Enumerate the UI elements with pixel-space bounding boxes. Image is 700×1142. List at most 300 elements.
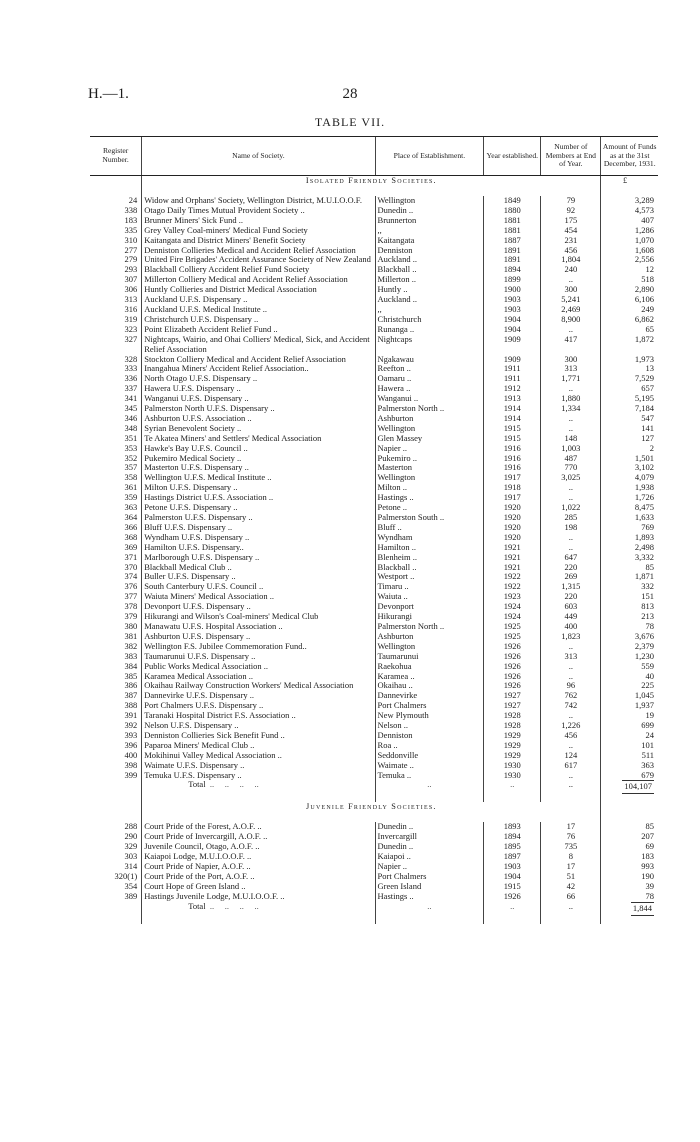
col-year: Year established. xyxy=(484,137,541,176)
funds-amount: 518 xyxy=(601,275,658,285)
total-row-juvenile: Total .. .. .. .. .. .. .. 1,844 xyxy=(90,902,658,924)
place-of-establishment: Waiuta .. xyxy=(375,592,484,602)
register-number: 357 xyxy=(124,463,138,473)
member-count: 300 xyxy=(541,285,601,295)
table-row xyxy=(90,463,658,473)
society-name: Hamilton U.F.S. Dispensary.. xyxy=(142,543,375,553)
society-name: Blackball Medical Club .. xyxy=(142,563,375,573)
year-established: 1899 xyxy=(484,275,541,285)
col-members: Number of Members at End of Year. xyxy=(541,137,601,176)
society-name: Waiuta Miners' Medical Association .. xyxy=(142,592,375,602)
year-established: 1904 xyxy=(484,315,541,325)
member-count: 285 xyxy=(541,513,601,523)
register-number: 183 xyxy=(124,215,138,225)
place-of-establishment: Hastings .. xyxy=(375,493,484,503)
register-number: 329 xyxy=(124,842,138,852)
place-of-establishment: Dannevirke xyxy=(375,691,484,701)
member-count: .. xyxy=(541,642,601,652)
currency-symbol: £ xyxy=(601,176,658,197)
col-funds: Amount of Funds as at the 31st December, 1931. xyxy=(601,137,658,176)
year-established: 1929 xyxy=(484,731,541,741)
funds-amount: 65 xyxy=(601,325,658,335)
register-number: 358 xyxy=(124,473,138,483)
member-count: .. xyxy=(541,325,601,335)
society-name: Hikurangi and Wilson's Coal-miners' Medical Club xyxy=(142,612,375,622)
register-number: 369 xyxy=(124,542,138,552)
table-row xyxy=(90,473,658,483)
register-number: 288 xyxy=(124,822,138,832)
member-count: 770 xyxy=(541,463,601,473)
register-number: 354 xyxy=(124,881,138,891)
year-established: 1891 xyxy=(484,255,541,265)
year-established: 1921 xyxy=(484,553,541,563)
place-of-establishment: New Plymouth xyxy=(375,711,484,721)
isolated-section xyxy=(90,176,658,781)
place-of-establishment: Hawera .. xyxy=(375,384,484,394)
place-of-establishment: Kaitangata xyxy=(375,236,484,246)
member-count: 1,226 xyxy=(541,721,601,731)
society-name: Grey Valley Coal-miners' Medical Fund Society xyxy=(142,226,375,236)
year-established: 1915 xyxy=(484,424,541,434)
place-of-establishment: Denniston xyxy=(375,246,484,256)
table-row xyxy=(90,206,658,216)
register-number: 345 xyxy=(124,404,138,414)
place-of-establishment: Blackball .. xyxy=(375,265,484,275)
table-row xyxy=(90,355,658,365)
table-row xyxy=(90,612,658,622)
table-row xyxy=(90,572,658,582)
society-name: Syrian Benevolent Society .. xyxy=(142,424,375,434)
year-established: 1915 xyxy=(484,882,541,892)
place-of-establishment: Hikurangi xyxy=(375,612,484,622)
register-number: 348 xyxy=(124,423,138,433)
year-established: 1925 xyxy=(484,632,541,642)
member-count: 175 xyxy=(541,216,601,226)
member-count: .. xyxy=(541,741,601,751)
table-row xyxy=(90,364,658,374)
member-count: .. xyxy=(541,414,601,424)
place-of-establishment: Auckland .. xyxy=(375,295,484,305)
member-count: 456 xyxy=(541,731,601,741)
member-count: 603 xyxy=(541,602,601,612)
funds-amount: 225 xyxy=(601,681,658,691)
place-of-establishment: Denniston xyxy=(375,731,484,741)
society-name: Ashburton U.F.S. Association .. xyxy=(142,414,375,424)
funds-amount: 407 xyxy=(601,216,658,226)
funds-amount: 2,379 xyxy=(601,642,658,652)
society-name: Devonport U.F.S. Dispensary .. xyxy=(142,602,375,612)
funds-amount: 1,893 xyxy=(601,533,658,543)
society-name: Hastings District U.F.S. Association .. xyxy=(142,493,375,503)
year-established: 1894 xyxy=(484,265,541,275)
member-count: 124 xyxy=(541,751,601,761)
funds-amount: 24 xyxy=(601,731,658,741)
table-row xyxy=(90,285,658,295)
year-established: 1916 xyxy=(484,444,541,454)
table-row xyxy=(90,652,658,662)
society-name: Court Hope of Green Island .. xyxy=(142,882,375,892)
table-row xyxy=(90,404,658,414)
register-number: 379 xyxy=(124,612,138,622)
member-count: 1,771 xyxy=(541,374,601,384)
register-number: 378 xyxy=(124,602,138,612)
funds-amount: 1,937 xyxy=(601,701,658,711)
year-established: 1930 xyxy=(484,761,541,771)
year-established: 1894 xyxy=(484,832,541,842)
place-of-establishment: Ngakawau xyxy=(375,355,484,365)
place-of-establishment: Napier .. xyxy=(375,444,484,454)
place-of-establishment: Devonport xyxy=(375,602,484,612)
member-count: 148 xyxy=(541,434,601,444)
register-number: 352 xyxy=(124,453,138,463)
table-row xyxy=(90,434,658,444)
year-established: 1881 xyxy=(484,216,541,226)
table-row xyxy=(90,493,658,503)
register-number: 387 xyxy=(124,691,138,701)
society-name: Blackball Colliery Accident Relief Fund Society xyxy=(142,265,375,275)
table-row xyxy=(90,892,658,902)
year-established: 1928 xyxy=(484,721,541,731)
page-number: 28 xyxy=(342,86,358,102)
year-established: 1920 xyxy=(484,513,541,523)
table-row xyxy=(90,662,658,672)
table-row xyxy=(90,513,658,523)
funds-amount: 141 xyxy=(601,424,658,434)
society-name: Wanganui U.F.S. Dispensary .. xyxy=(142,394,375,404)
funds-amount: 190 xyxy=(601,872,658,882)
funds-amount: 657 xyxy=(601,384,658,394)
register-number: 398 xyxy=(124,760,138,770)
place-of-establishment: Millerton .. xyxy=(375,275,484,285)
register-number: 307 xyxy=(124,275,138,285)
table-row xyxy=(90,681,658,691)
member-count: 231 xyxy=(541,236,601,246)
table-row xyxy=(90,751,658,761)
table-row xyxy=(90,533,658,543)
register-number: 341 xyxy=(124,394,138,404)
member-count: 1,315 xyxy=(541,582,601,592)
place-of-establishment: Wellington xyxy=(375,473,484,483)
society-name: Taranaki Hospital District F.S. Association .. xyxy=(142,711,375,721)
table-row xyxy=(90,771,658,781)
member-count: 617 xyxy=(541,761,601,771)
year-established: 1913 xyxy=(484,394,541,404)
table-row xyxy=(90,642,658,652)
table-row xyxy=(90,741,658,751)
society-name: Masterton U.F.S. Dispensary .. xyxy=(142,463,375,473)
society-name: Otago Daily Times Mutual Provident Society .. xyxy=(142,206,375,216)
society-name: Court Pride of the Port, A.O.F. .. xyxy=(142,872,375,882)
table-row xyxy=(90,602,658,612)
section-heading-row xyxy=(90,176,658,197)
member-count: 51 xyxy=(541,872,601,882)
member-count: 220 xyxy=(541,563,601,573)
table-row xyxy=(90,852,658,862)
member-count: .. xyxy=(541,533,601,543)
place-of-establishment: Oamaru .. xyxy=(375,374,484,384)
society-name: Millerton Colliery Medical and Accident Relief Association xyxy=(142,275,375,285)
place-of-establishment: Karamea .. xyxy=(375,672,484,682)
funds-amount: 1,286 xyxy=(601,226,658,236)
funds-amount: 78 xyxy=(601,622,658,632)
funds-amount: 3,332 xyxy=(601,553,658,563)
funds-amount: 7,529 xyxy=(601,374,658,384)
society-name: Denniston Collieries Medical and Accident Relief Association xyxy=(142,246,375,256)
register-number: 313 xyxy=(124,295,138,305)
member-count: .. xyxy=(541,483,601,493)
place-of-establishment: Invercargill xyxy=(375,832,484,842)
place-of-establishment: Napier .. xyxy=(375,862,484,872)
place-of-establishment: Wanganui .. xyxy=(375,394,484,404)
juvenile-total-section xyxy=(90,902,658,924)
year-established: 1914 xyxy=(484,404,541,414)
society-name: Hastings Juvenile Lodge, M.U.I.O.O.F. .. xyxy=(142,892,375,902)
society-name: Hawke's Bay U.F.S. Council .. xyxy=(142,444,375,454)
place-of-establishment: Petone .. xyxy=(375,503,484,513)
place-of-establishment: Auckland .. xyxy=(375,255,484,265)
member-count: 313 xyxy=(541,364,601,374)
year-established: 1924 xyxy=(484,612,541,622)
col-name: Name of Society. xyxy=(142,137,375,176)
year-established: 1849 xyxy=(484,196,541,206)
society-name: Public Works Medical Association .. xyxy=(142,662,375,672)
funds-amount: 1,045 xyxy=(601,691,658,701)
table-row xyxy=(90,315,658,325)
register-number: 386 xyxy=(124,681,138,691)
society-name: Port Chalmers U.F.S. Dispensary .. xyxy=(142,701,375,711)
society-name: Buller U.F.S. Dispensary .. xyxy=(142,572,375,582)
register-number: 374 xyxy=(124,572,138,582)
table-row xyxy=(90,862,658,872)
table-row xyxy=(90,563,658,573)
table-row xyxy=(90,543,658,553)
register-number: 381 xyxy=(124,631,138,641)
society-name: Wyndham U.F.S. Dispensary .. xyxy=(142,533,375,543)
register-number: 293 xyxy=(124,265,138,275)
register-number: 353 xyxy=(124,443,138,453)
table-row xyxy=(90,275,658,285)
member-count: .. xyxy=(541,771,601,781)
table-row xyxy=(90,711,658,721)
society-name: Widow and Orphans' Society, Wellington District, M.U.I.O.O.F. xyxy=(142,196,375,206)
year-established: 1881 xyxy=(484,226,541,236)
societies-table xyxy=(90,136,658,924)
funds-amount: 1,070 xyxy=(601,236,658,246)
year-established: 1918 xyxy=(484,483,541,493)
register-number: 396 xyxy=(124,740,138,750)
year-established: 1897 xyxy=(484,852,541,862)
funds-amount: 5,195 xyxy=(601,394,658,404)
year-established: 1927 xyxy=(484,701,541,711)
place-of-establishment: Timaru .. xyxy=(375,582,484,592)
year-established: 1904 xyxy=(484,325,541,335)
member-count: 400 xyxy=(541,622,601,632)
table-row xyxy=(90,872,658,882)
member-count: .. xyxy=(541,711,601,721)
table-row xyxy=(90,691,658,701)
funds-amount: 7,184 xyxy=(601,404,658,414)
member-count: 240 xyxy=(541,265,601,275)
society-name: Mokihinui Valley Medical Association .. xyxy=(142,751,375,761)
year-established: 1880 xyxy=(484,206,541,216)
member-count: 269 xyxy=(541,572,601,582)
funds-amount: 1,973 xyxy=(601,355,658,365)
place-of-establishment: Raekohua xyxy=(375,662,484,672)
table-row xyxy=(90,295,658,305)
table-row xyxy=(90,394,658,404)
section-title-isolated: Isolated Friendly Societies. xyxy=(142,176,601,197)
society-name: United Fire Brigades' Accident Assurance Society of New Zealand xyxy=(142,255,375,265)
society-name: Okaihau Railway Construction Workers' Medical Association xyxy=(142,681,375,691)
place-of-establishment: Dunedin .. xyxy=(375,822,484,832)
member-count: 300 xyxy=(541,355,601,365)
place-of-establishment: Seddonville xyxy=(375,751,484,761)
place-of-establishment: Palmerston South .. xyxy=(375,513,484,523)
member-count: 42 xyxy=(541,882,601,892)
member-count: 220 xyxy=(541,592,601,602)
table-row xyxy=(90,236,658,246)
place-of-establishment: Blackball .. xyxy=(375,563,484,573)
society-name: Huntly Collieries and District Medical Association xyxy=(142,285,375,295)
year-established: 1922 xyxy=(484,582,541,592)
register-number: 371 xyxy=(124,552,138,562)
year-established: 1923 xyxy=(484,592,541,602)
place-of-establishment: Wellington xyxy=(375,642,484,652)
register-number: 320(1) xyxy=(114,872,138,881)
member-count: .. xyxy=(541,424,601,434)
register-number: 361 xyxy=(124,483,138,493)
register-number: 383 xyxy=(124,651,138,661)
funds-amount: 207 xyxy=(601,832,658,842)
year-established: 1887 xyxy=(484,236,541,246)
year-established: 1926 xyxy=(484,681,541,691)
year-established: 1929 xyxy=(484,751,541,761)
funds-amount: 3,289 xyxy=(601,196,658,206)
year-established: 1926 xyxy=(484,652,541,662)
year-established: 1916 xyxy=(484,463,541,473)
society-name: Wellington U.F.S. Medical Institute .. xyxy=(142,473,375,483)
society-name: Waimate U.F.S. Dispensary .. xyxy=(142,761,375,771)
society-name: Auckland U.F.S. Dispensary .. xyxy=(142,295,375,305)
place-of-establishment: Wyndham xyxy=(375,533,484,543)
member-count: 1,823 xyxy=(541,632,601,642)
register-number: 338 xyxy=(124,205,138,215)
table-row xyxy=(90,444,658,454)
member-count: 17 xyxy=(541,822,601,832)
year-established: 1920 xyxy=(484,523,541,533)
header-row xyxy=(90,137,658,176)
funds-amount: 69 xyxy=(601,842,658,852)
funds-amount: 4,079 xyxy=(601,473,658,483)
funds-amount: 85 xyxy=(601,563,658,573)
table-row xyxy=(90,374,658,384)
table-row xyxy=(90,882,658,892)
year-established: 1900 xyxy=(484,285,541,295)
member-count: .. xyxy=(541,662,601,672)
funds-amount: 1,501 xyxy=(601,454,658,464)
year-established: 1904 xyxy=(484,872,541,882)
total-label: Total xyxy=(188,901,206,911)
society-name: Denniston Collieries Sick Benefit Fund .. xyxy=(142,731,375,741)
table-title: TABLE VII. xyxy=(314,115,386,129)
member-count: .. xyxy=(541,672,601,682)
register-number: 391 xyxy=(124,711,138,721)
place-of-establishment: Okaihau .. xyxy=(375,681,484,691)
society-name: Kaitangata and District Miners' Benefit Society xyxy=(142,236,375,246)
member-count: .. xyxy=(541,543,601,553)
funds-amount: 6,106 xyxy=(601,295,658,305)
col-place: Place of Establishment. xyxy=(375,137,484,176)
place-of-establishment: Ashburton xyxy=(375,632,484,642)
register-number: 368 xyxy=(124,532,138,542)
total-label: Total xyxy=(188,780,206,790)
place-of-establishment: Brunnerton xyxy=(375,216,484,226)
funds-amount: 993 xyxy=(601,862,658,872)
year-established: 1911 xyxy=(484,374,541,384)
funds-amount: 699 xyxy=(601,721,658,731)
member-count: 96 xyxy=(541,681,601,691)
table-row xyxy=(90,553,658,563)
funds-amount: 78 xyxy=(601,892,658,902)
register-number: 351 xyxy=(124,433,138,443)
funds-amount: 511 xyxy=(601,751,658,761)
society-name: Karamea Medical Association .. xyxy=(142,672,375,682)
year-established: 1915 xyxy=(484,434,541,444)
funds-amount: 1,872 xyxy=(601,335,658,355)
society-name: Petone U.F.S. Dispensary .. xyxy=(142,503,375,513)
member-count: 647 xyxy=(541,553,601,563)
place-of-establishment: ,, xyxy=(375,226,484,236)
member-count: 1,880 xyxy=(541,394,601,404)
year-established: 1926 xyxy=(484,662,541,672)
society-name: Brunner Miners' Sick Fund .. xyxy=(142,216,375,226)
table-row xyxy=(90,424,658,434)
table-row xyxy=(90,822,658,832)
place-of-establishment: Kaiapoi .. xyxy=(375,852,484,862)
table-row xyxy=(90,842,658,852)
year-established: 1926 xyxy=(484,672,541,682)
register-number: 399 xyxy=(124,770,138,780)
year-established: 1927 xyxy=(484,691,541,701)
year-established: 1914 xyxy=(484,414,541,424)
place-of-establishment: Green Island xyxy=(375,882,484,892)
register-number: 335 xyxy=(124,225,138,235)
place-of-establishment: Bluff .. xyxy=(375,523,484,533)
funds-amount: 85 xyxy=(601,822,658,832)
register-number: 290 xyxy=(124,832,138,842)
member-count: 454 xyxy=(541,226,601,236)
place-of-establishment: Dunedin .. xyxy=(375,842,484,852)
place-of-establishment: Hastings .. xyxy=(375,892,484,902)
member-count: 1,022 xyxy=(541,503,601,513)
year-established: 1926 xyxy=(484,642,541,652)
place-of-establishment: Runanga .. xyxy=(375,325,484,335)
funds-amount: 332 xyxy=(601,582,658,592)
society-name: Marlborough U.F.S. Dispensary .. xyxy=(142,553,375,563)
table-row xyxy=(90,622,658,632)
place-of-establishment: ,, xyxy=(375,305,484,315)
register-number: 316 xyxy=(124,304,138,314)
funds-amount: 1,633 xyxy=(601,513,658,523)
funds-amount: 2,890 xyxy=(601,285,658,295)
member-count: 2,469 xyxy=(541,305,601,315)
funds-amount: 813 xyxy=(601,602,658,612)
funds-amount: 1,871 xyxy=(601,572,658,582)
funds-amount: 40 xyxy=(601,672,658,682)
funds-amount: 12 xyxy=(601,265,658,275)
society-name: Dannevirke U.F.S. Dispensary .. xyxy=(142,691,375,701)
member-count: 742 xyxy=(541,701,601,711)
